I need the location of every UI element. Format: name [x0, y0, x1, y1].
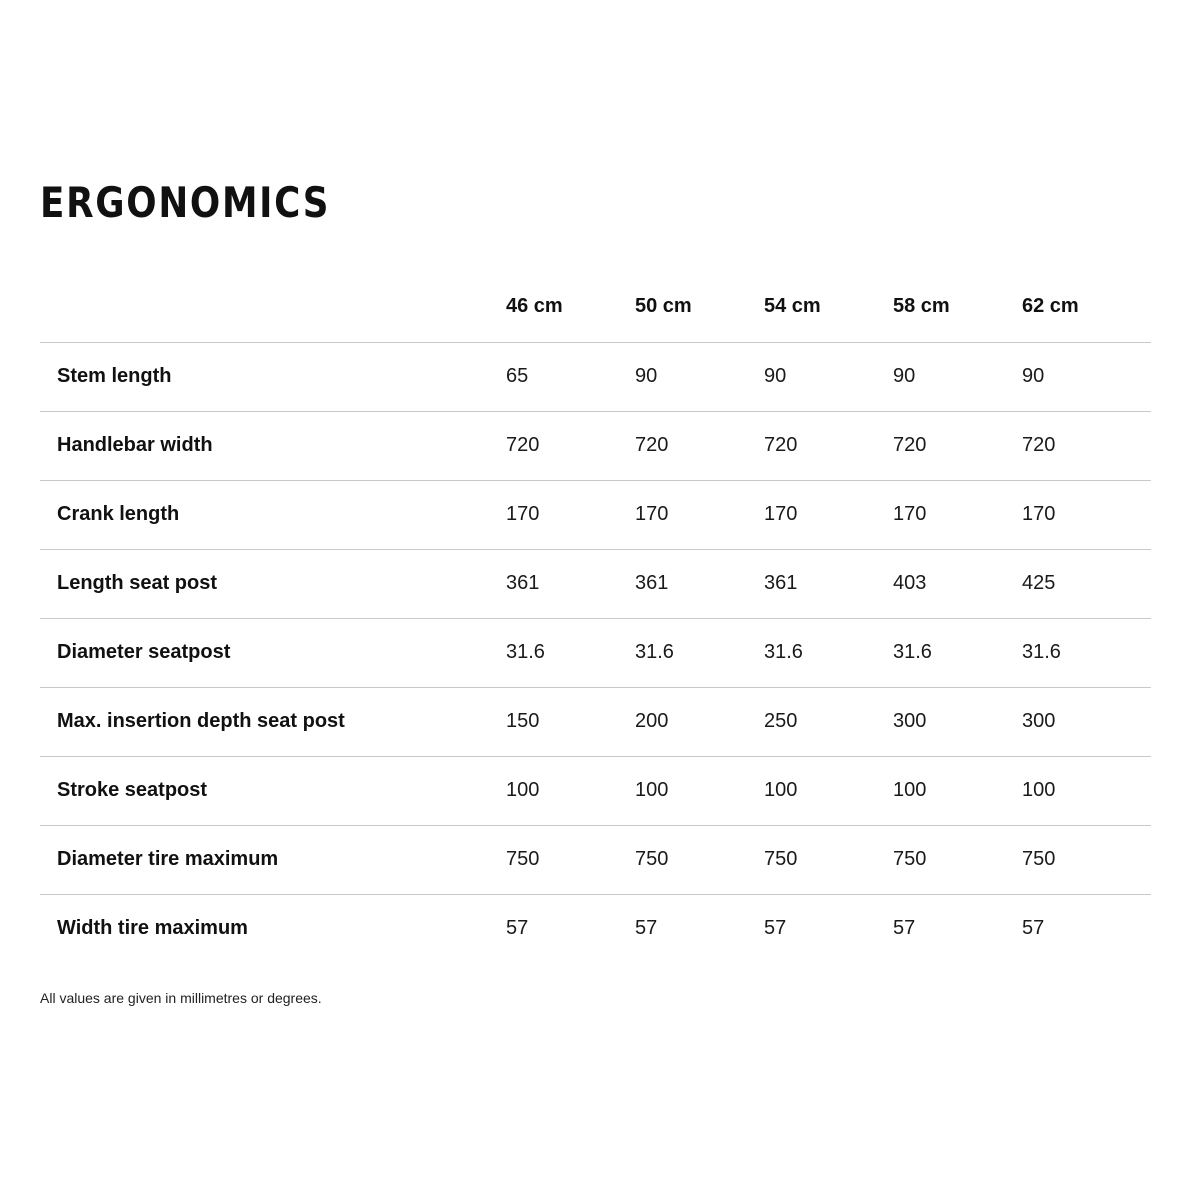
table-cell: 200 [635, 687, 764, 756]
table-row [40, 618, 1151, 687]
table-header-row [40, 272, 1151, 342]
column-header: 50 cm [635, 272, 764, 342]
column-header: 58 cm [893, 272, 1022, 342]
table-cell: 720 [893, 411, 1022, 480]
row-label: Stroke seatpost [40, 756, 506, 825]
table-cell: 90 [893, 342, 1022, 411]
table-cell: 57 [764, 917, 787, 940]
row-label: Length seat post [40, 549, 506, 618]
table-cell: 250 [764, 687, 893, 756]
table-cell: 100 [635, 756, 764, 825]
table-cell: 750 [893, 825, 1022, 894]
table-cell: 57 [635, 917, 658, 940]
ergonomics-table [40, 272, 1151, 963]
table-row [40, 756, 1151, 825]
row-label: Width tire maximum [57, 917, 248, 940]
table-cell: 403 [893, 549, 1022, 618]
table-cell: 31.6 [506, 618, 635, 687]
table-row [40, 825, 1151, 894]
table-cell: 750 [635, 825, 764, 894]
table-cell: 100 [893, 756, 1022, 825]
table-row [40, 480, 1151, 549]
column-header: 62 cm [1022, 272, 1151, 342]
table-cell: 170 [635, 480, 764, 549]
column-header: 54 cm [764, 272, 893, 342]
row-label: Stem length [40, 342, 506, 411]
table-cell: 361 [635, 549, 764, 618]
table-cell: 90 [764, 342, 893, 411]
table-row [40, 342, 1151, 411]
table-cell: 100 [764, 756, 893, 825]
table-cell: 100 [1022, 756, 1151, 825]
table-cell: 170 [1022, 480, 1151, 549]
row-label: Diameter tire maximum [40, 825, 506, 894]
table-row [40, 687, 1151, 756]
table-cell: 425 [1022, 549, 1151, 618]
table-cell: 170 [506, 480, 635, 549]
table-cell: 65 [506, 342, 635, 411]
header-empty-cell [40, 272, 506, 342]
table-cell: 57 [1022, 917, 1045, 940]
table-cell: 170 [764, 480, 893, 549]
table-cell: 100 [506, 756, 635, 825]
table-cell: 750 [1022, 825, 1151, 894]
table-cell: 361 [764, 549, 893, 618]
table-cell: 720 [635, 411, 764, 480]
row-label: Crank length [40, 480, 506, 549]
table-cell: 720 [1022, 411, 1151, 480]
table-cell: 720 [506, 411, 635, 480]
table-cell: 150 [506, 687, 635, 756]
table-row [40, 411, 1151, 480]
table-cell: 57 [893, 917, 916, 940]
table-cell: 57 [506, 917, 529, 940]
table-cell: 361 [506, 549, 635, 618]
table-cell: 90 [1022, 342, 1151, 411]
row-label: Diameter seatpost [40, 618, 506, 687]
row-label: Max. insertion depth seat post [40, 687, 506, 756]
units-footnote: All values are given in millimetres or degrees. [40, 990, 322, 1006]
table-cell: 31.6 [893, 618, 1022, 687]
table-cell: 750 [506, 825, 635, 894]
page-title: ERGONOMICS [40, 178, 331, 227]
table-cell: 720 [764, 411, 893, 480]
column-header: 46 cm [506, 272, 635, 342]
table-cell: 31.6 [1022, 618, 1151, 687]
table-cell: 31.6 [764, 618, 893, 687]
table-cell: 750 [764, 825, 893, 894]
table-row [40, 894, 1151, 963]
table-cell: 300 [1022, 687, 1151, 756]
table-row [40, 549, 1151, 618]
row-label: Handlebar width [40, 411, 506, 480]
table-cell: 170 [893, 480, 1022, 549]
table-cell: 90 [635, 342, 764, 411]
table-cell: 300 [893, 687, 1022, 756]
table-cell: 31.6 [635, 618, 764, 687]
